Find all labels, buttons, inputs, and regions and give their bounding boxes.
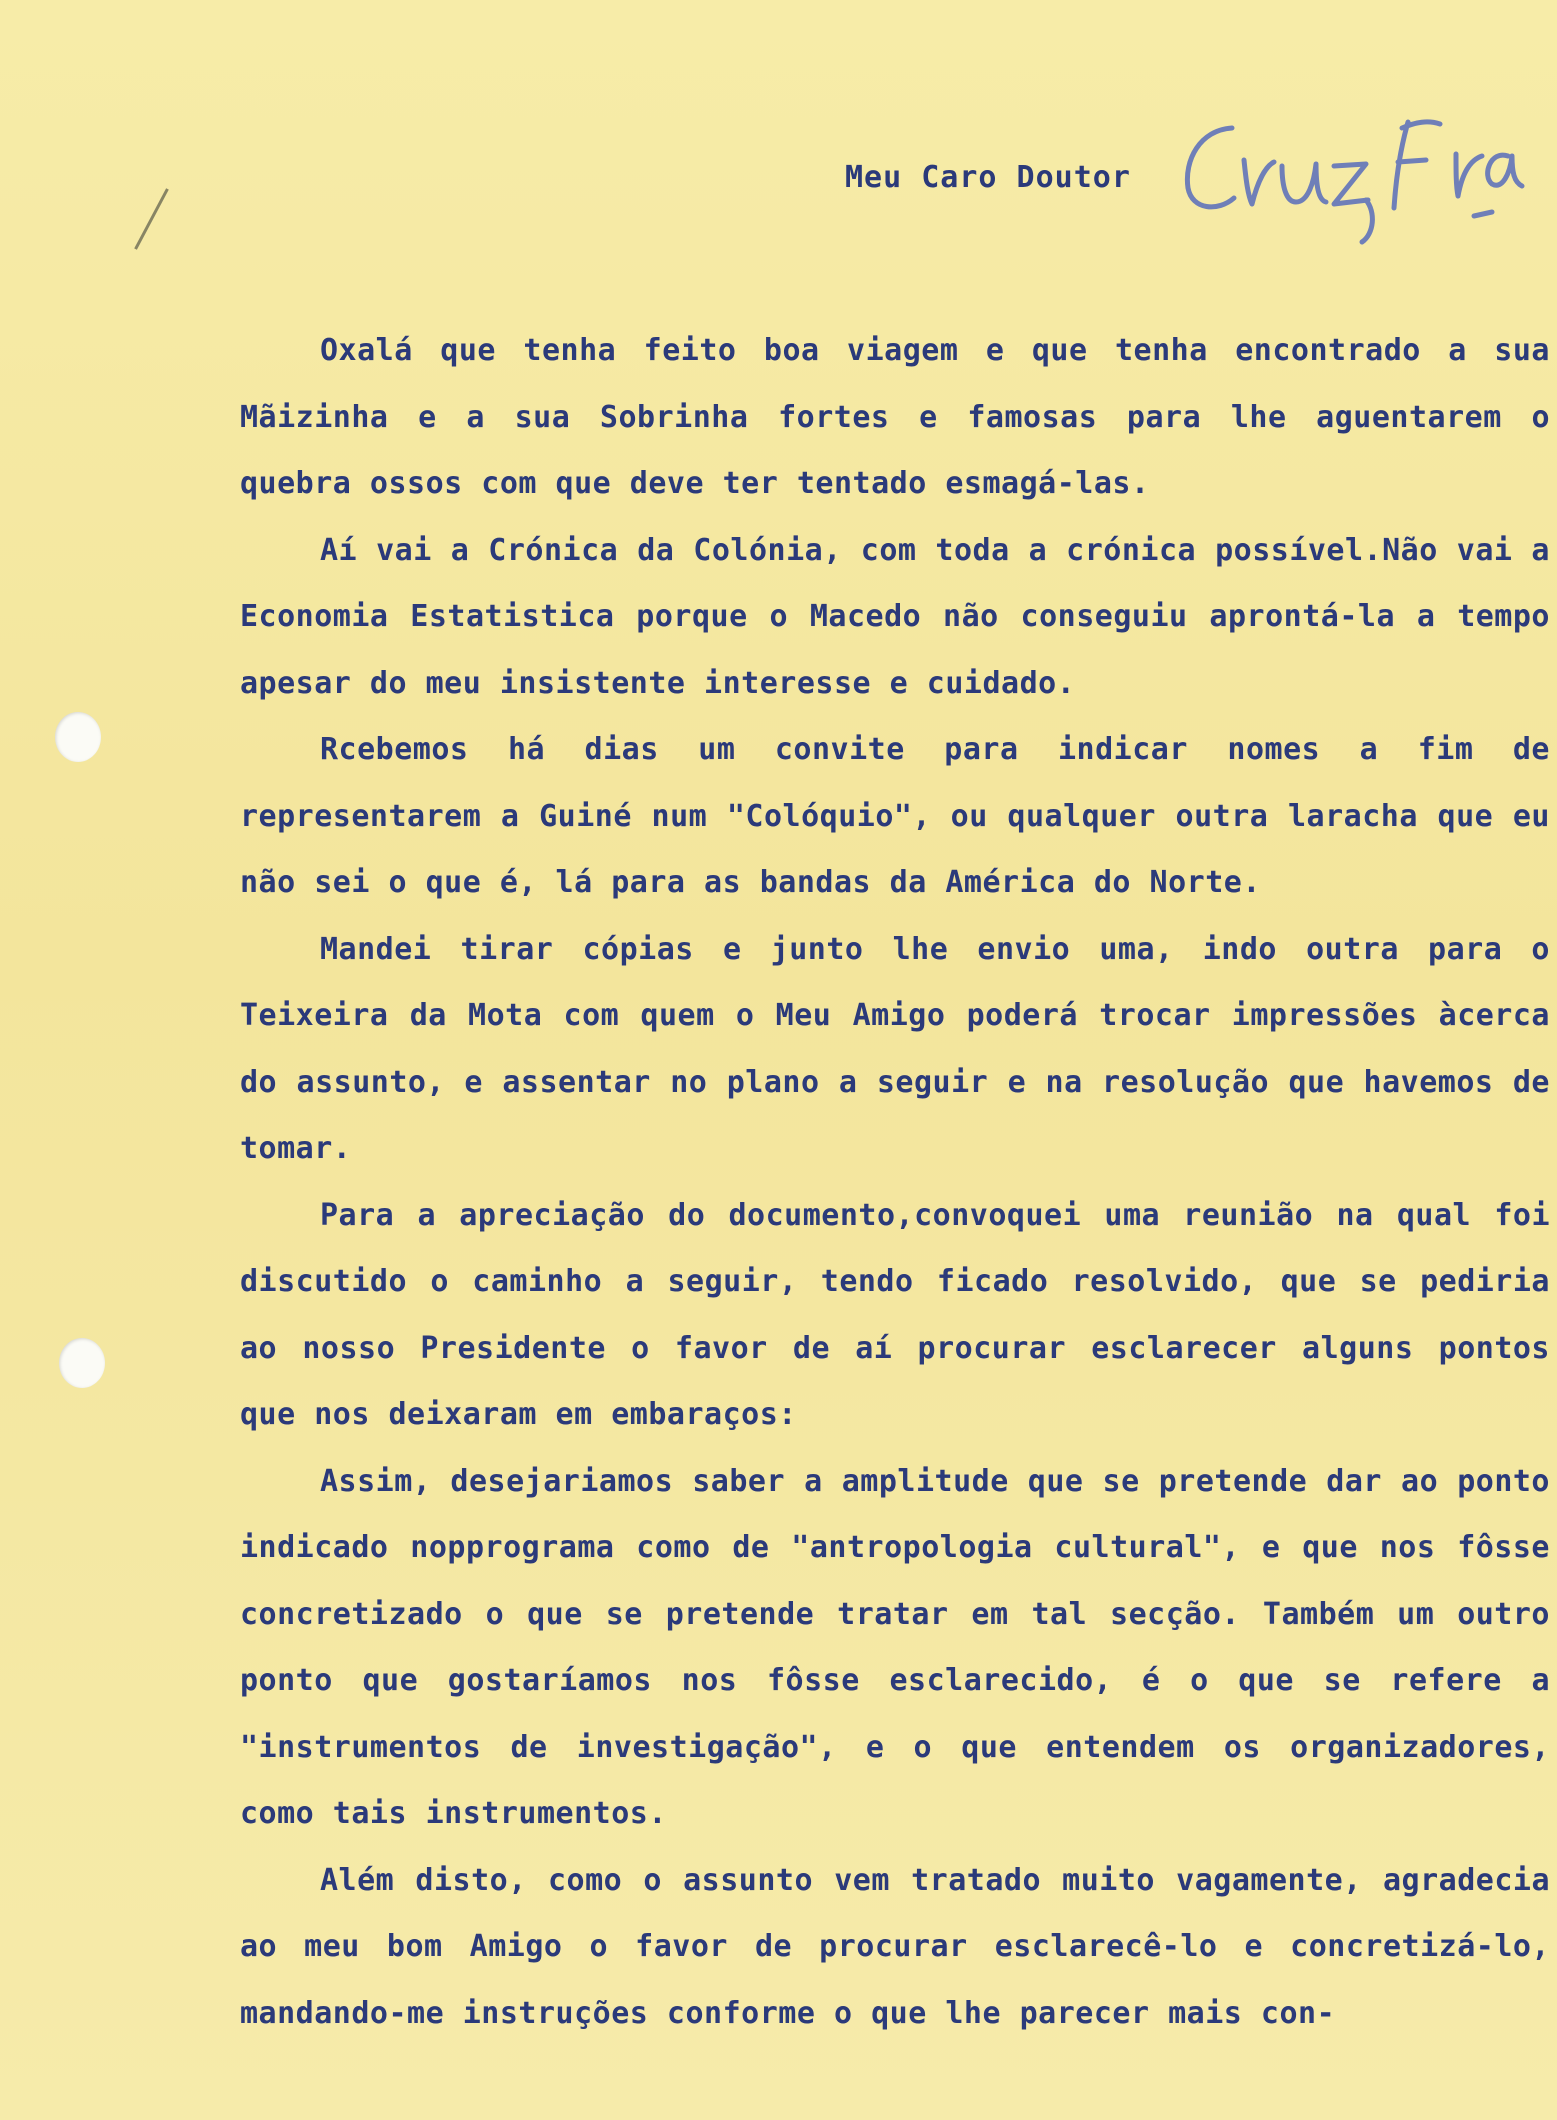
paragraph: Para a apreciação do documento,convoquei uma reunião na qual foi discutido o caminho a seguir, tendo ficado resolvido, que se pediria ao nosso Presidente o favor de aí procurar esclarecer alguns pontos que nos deixaram em embaraços: <box>240 1197 1550 1432</box>
paragraph: Assim, desejariamos saber a amplitude que se pretende dar ao ponto indicado nopprograma como de "antropologia cultural", e que nos fôsse concretizado o que se pretende tratar em tal secção. Também um outro ponto que gostaríamos nos fôsse esclarecido, é o que se refere a "instrumentos de investigação", e o que entendem os organizadores, como tais instrumentos. <box>240 1463 1550 1831</box>
letter-greeting: Meu Caro Doutor <box>845 160 1131 195</box>
paragraph: Além disto, como o assunto vem tratado muito vagamente, agradecia ao meu bom Amigo o favor de procurar esclarecê-lo e concretizá-lo, mandando-me instruções conforme o que lhe parecer mais con- <box>240 1862 1550 2031</box>
letter-body <box>240 318 1550 2047</box>
paragraph: Rcebemos há dias um convite para indicar nomes a fim de representarem a Guiné num "Colóquio", ou qualquer outra laracha que eu não sei o que é, lá para as bandas da América do Norte. <box>240 732 1550 900</box>
paragraph: Oxalá que tenha feito boa viagem e que tenha encontrado a sua Mãizinha e a sua Sobrinha fortes e famosas para lhe aguentarem o quebra ossos com que deve ter tentado esmagá-las. <box>240 333 1550 501</box>
punch-hole <box>55 712 101 762</box>
handwritten-signature <box>1170 100 1530 250</box>
paragraph: Aí vai a Crónica da Colónia, com toda a crónica possível.Não vai a Economia Estatistica porque o Macedo não conseguiu aprontá-la a tempo apesar do meu insistente interesse e cuidado. <box>240 532 1550 701</box>
pencil-mark <box>134 188 169 249</box>
punch-hole <box>59 1338 105 1388</box>
paragraph: Mandei tirar cópias e junto lhe envio uma, indo outra para o Teixeira da Mota com quem o Meu Amigo poderá trocar impressões àcerca do assunto, e assentar no plano a seguir e na resolução que havemos de tomar. <box>240 931 1550 1166</box>
